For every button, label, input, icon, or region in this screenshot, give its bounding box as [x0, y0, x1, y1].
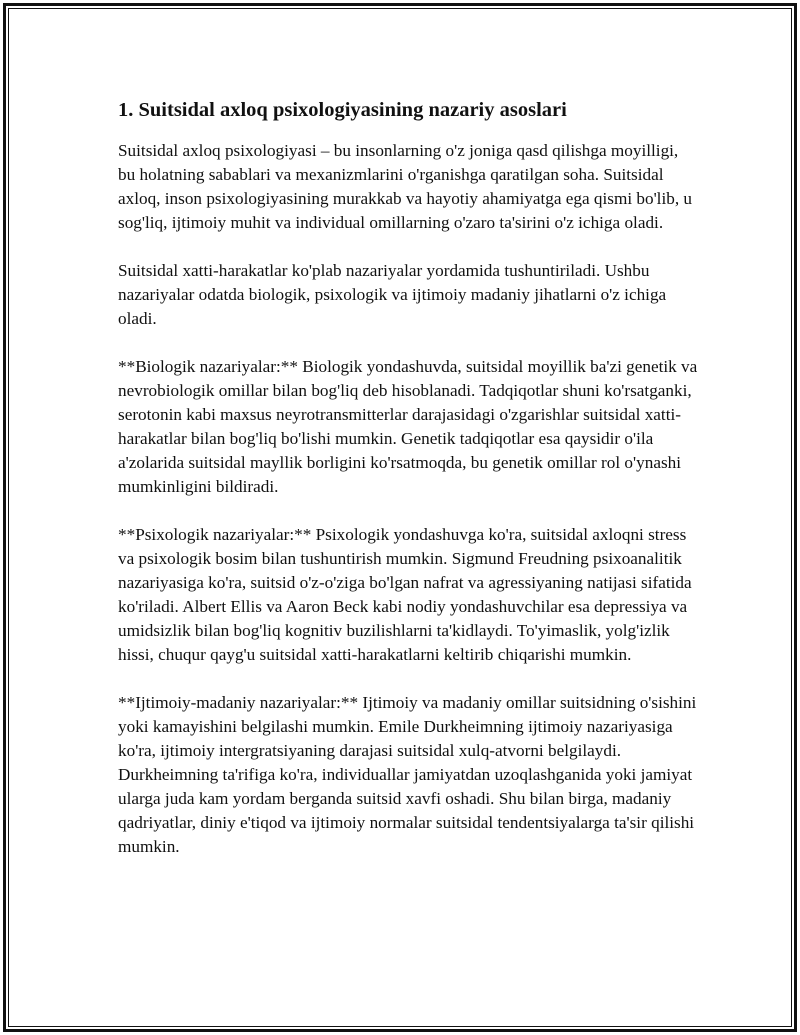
document-body — [118, 96, 698, 883]
paragraph-psychological: **Psixologik nazariyalar:** Psixologik yondashuvga ko'ra, suitsidal axloqni stress va psixologik bosim bilan tushuntirish mumkin. Sigmund Freudning psixoanalitik nazariyasiga ko'ra, suitsid o'z-o'ziga bo'lgan nafrat va agressiyaning natijasi sifatida ko'riladi. Albert Ellis va Aaron Beck kabi nodiy yondashuvchilar esa depressiya va umidsizlik bilan bog'liq kognitiv buzilishlarni ta'kidlaydi. To'yimaslik, yolg'izlik hissi, chuqur qayg'u suitsidal xatti-harakatlarni keltirib chiqarishi mumkin. — [118, 525, 692, 664]
paragraph-intro: Suitsidal axloq psixologiyasi – bu insonlarning o'z joniga qasd qilishga moyilligi, bu holatning sabablari va mexanizmlarini o'rganishga qaratilgan soha. Suitsidal axloq, inson psixologiyasining murakkab va hayotiy ahamiyatga ega qismi bo'lib, u sog'liq, ijtimoiy muhit va individual omillarning o'zaro ta'sirini o'z ichiga oladi. — [118, 141, 693, 232]
paragraph-sociocultural: **Ijtimoiy-madaniy nazariyalar:** Ijtimoiy va madaniy omillar suitsidning o'sishini yoki kamayishini belgilashi mumkin. Emile Durkheimning ijtimoiy nazariyasiga ko'ra, ijtimoiy intergratsiyaning darajasi suitsidal xulq-atvorni belgilaydi. Durkheimning ta'rifiga ko'ra, individuallar jamiyatdan uzoqlashganida yoki jamiyat ularga juda kam yordam berganda suitsid xavfi oshadi. Shu bilan birga, madaniy qadriyatlar, diniy e'tiqod va ijtimoiy normalar suitsidal tendentsiyalarga ta'sir qilishi mumkin. — [118, 693, 697, 856]
paragraph-biological: **Biologik nazariyalar:** Biologik yondashuvda, suitsidal moyillik ba'zi genetik va nevrobiologik omillar bilan bog'liq deb hisoblanadi. Tadqiqotlar shuni ko'rsatganki, serotonin kabi maxsus neyrotransmitterlar darajasidagi o'zgarishlar suitsidal xatti-harakatlar bilan bog'liq bo'lishi mumkin. Genetik tadqiqotlar esa qaysidir o'ila a'zolarida suitsidal mayllik borligini ko'rsatmoqda, bu genetik omillar rol o'ynashi mumkinligini bildiradi. — [118, 357, 698, 496]
page-frame — [3, 3, 797, 1032]
paragraph-theories-overview: Suitsidal xatti-harakatlar ko'plab nazariyalar yordamida tushuntiriladi. Ushbu nazariyalar odatda biologik, psixologik va ijtimoiy madaniy jihatlarni o'z ichiga oladi. — [118, 261, 667, 328]
section-heading: 1. Suitsidal axloq psixologiyasining nazariy asoslari — [118, 99, 567, 121]
